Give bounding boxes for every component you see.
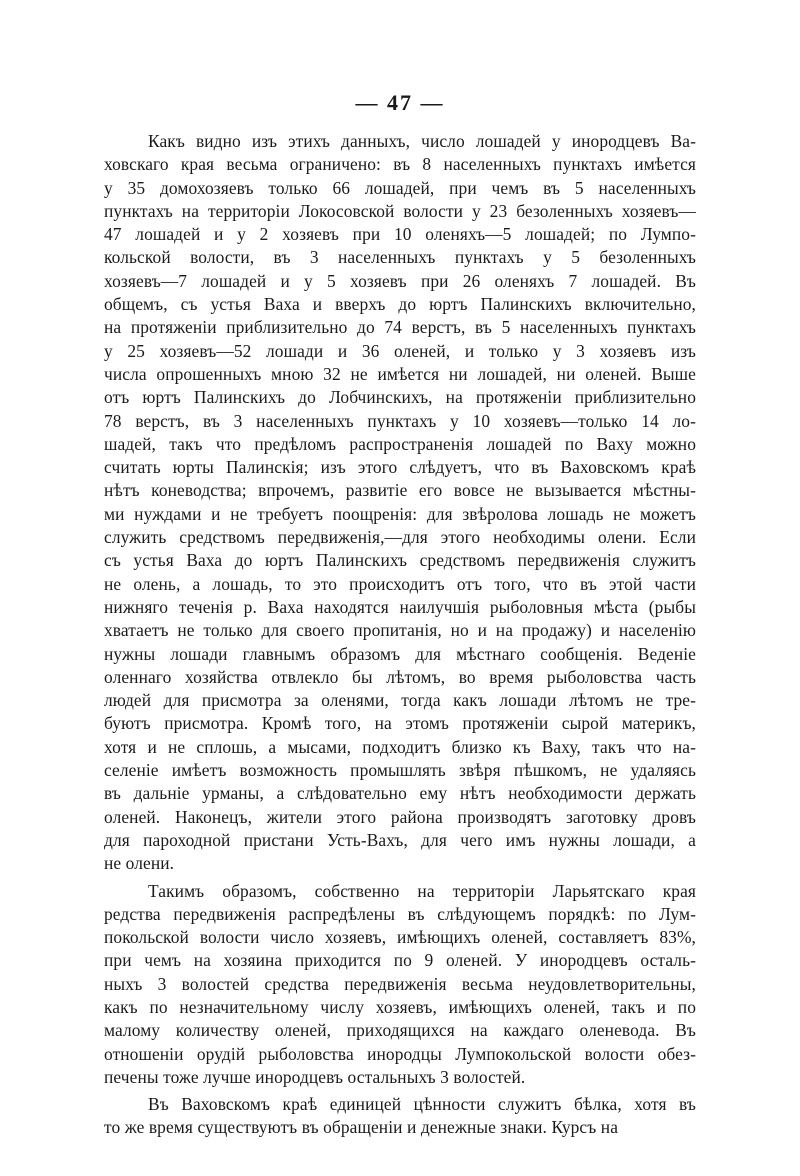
text-line: Какъ видно изъ этихъ данныхъ, число лошадей у инородцевъ Ва- [148, 131, 696, 151]
text-line: считать юрты Палинскія; изъ этого слѣдуетъ, что въ Ваховскомъ краѣ [104, 457, 696, 478]
text-line: малому количеству оленей, приходящихся на каждаго оленевода. Въ [104, 1020, 696, 1041]
text-line: людей для присмотра за оленями, тогда какъ лошади лѣтомъ не тре- [104, 690, 696, 711]
text-line: Въ Ваховскомъ краѣ единицей цѣнности служитъ бѣлка, хотя въ [148, 1094, 696, 1115]
text-line: ховскаго края весьма ограничено: въ 8 населенныхъ пунктахъ имѣется [104, 154, 696, 175]
text-line: на протяженіи приблизительно до 74 верстъ, въ 5 населенныхъ пунктахъ [104, 317, 696, 338]
text-line: какъ по незначительному числу хозяевъ, имѣющихъ оленей, такъ и по [104, 996, 696, 1017]
text-line: нужны лошади главнымъ образомъ для мѣстнаго сообщенія. Веденіе [104, 643, 696, 664]
text-line: буютъ присмотра. Кромѣ того, на этомъ протяженіи сырой материкъ, [104, 713, 696, 734]
text-line: служить средствомъ передвиженія,—для этого необходимы олени. Если [104, 527, 696, 548]
text-line: 78 верстъ, въ 3 населенныхъ пунктахъ у 10 хозяевъ—только 14 ло- [104, 410, 696, 431]
text-line: 47 лошадей и у 2 хозяевъ при 10 оленяхъ—5 лошадей; по Лумпо- [104, 224, 696, 245]
text-line: хозяевъ—7 лошадей и у 5 хозяевъ при 26 оленяхъ 7 лошадей. Въ [104, 270, 696, 291]
text-line: не олени. [104, 853, 175, 874]
text-line: пунктахъ на территоріи Локосовской волости у 23 безоленныхъ хозяевъ— [104, 200, 696, 221]
text-line: то же время существуютъ въ обращеніи и денежные знаки. Курсъ на [104, 1117, 619, 1138]
text-line: числа опрошенныхъ мною 32 не имѣется ни лошадей, ни оленей. Выше [104, 363, 696, 384]
text-line: общемъ, съ устья Ваха и вверхъ до юртъ Палинскихъ включительно, [104, 294, 696, 315]
text-line: у 35 домохозяевъ только 66 лошадей, при чемъ въ 5 населенныхъ [104, 177, 696, 198]
text-line: ныхъ 3 волостей средства передвиженія весьма неудовлетворительны, [104, 973, 696, 994]
paragraph [104, 1093, 696, 1140]
text-line: не олень, а лошадь, то это происходитъ отъ того, что въ этой части [104, 573, 696, 594]
body-text [104, 130, 696, 1140]
text-line: редства передвиженія распредѣлены въ слѣдующемъ порядкѣ: по Лум- [104, 903, 696, 924]
text-line: оленей. Наконецъ, жители этого района производятъ заготовку дровъ [104, 806, 696, 827]
text-line: съ устья Ваха до юртъ Палинскихъ средствомъ передвиженія служитъ [104, 550, 696, 571]
text-line: нижняго теченія р. Ваха находятся наилучшія рыболовныя мѣста (рыбы [104, 596, 696, 617]
text-line: ми нуждами и не требуетъ поощренія: для звѣролова лошадь не можетъ [104, 503, 696, 524]
text-line: отношеніи орудій рыболовства инородцы Лумпокольской волости обез- [104, 1043, 696, 1064]
text-line: печены тоже лучше инородцевъ остальныхъ 3 волостей. [104, 1066, 526, 1087]
paragraph [104, 880, 696, 1090]
text-line: для пароходной пристани Усть-Вахъ, для чего имъ нужны лошади, а [104, 829, 696, 850]
text-line: селеніе имѣетъ возможность промышлять звѣря пѣшкомъ, не удаляясь [104, 760, 696, 781]
text-line: покольской волости число хозяевъ, имѣющихъ оленей, составляетъ 83%, [104, 927, 696, 948]
paragraph [104, 130, 696, 876]
page-number: — 47 — [355, 90, 445, 115]
text-line: въ дальніе урманы, а слѣдовательно ему нѣтъ необходимости держать [104, 783, 696, 804]
text-line: у 25 хозяевъ—52 лошади и 36 оленей, и только у 3 хозяевъ изъ [104, 340, 696, 361]
text-line: оленнаго хозяйства отвлекло бы лѣтомъ, во время рыболовства часть [104, 666, 696, 687]
text-line: Такимъ образомъ, собственно на территоріи Ларьятскаго края [148, 880, 696, 901]
text-line: отъ юртъ Палинскихъ до Лобчинскихъ, на протяженіи приблизительно [104, 387, 696, 408]
text-line: нѣтъ коневодства; впрочемъ, развитіе его вовсе не вызывается мѣстны- [104, 480, 696, 501]
text-line: при чемъ на хозяина приходится по 9 оленей. У инородцевъ осталь- [104, 950, 696, 971]
text-line: хватаетъ не только для своего пропитанія, но и на продажу) и населенію [104, 620, 696, 641]
text-line: кольской волости, въ 3 населенныхъ пунктахъ у 5 безоленныхъ [104, 247, 696, 268]
text-line: хотя и не сплошь, а мысами, подходитъ близко къ Ваху, такъ что на- [104, 736, 696, 757]
text-line: шадей, такъ что предѣломъ распространенія лошадей по Ваху можно [104, 433, 696, 454]
